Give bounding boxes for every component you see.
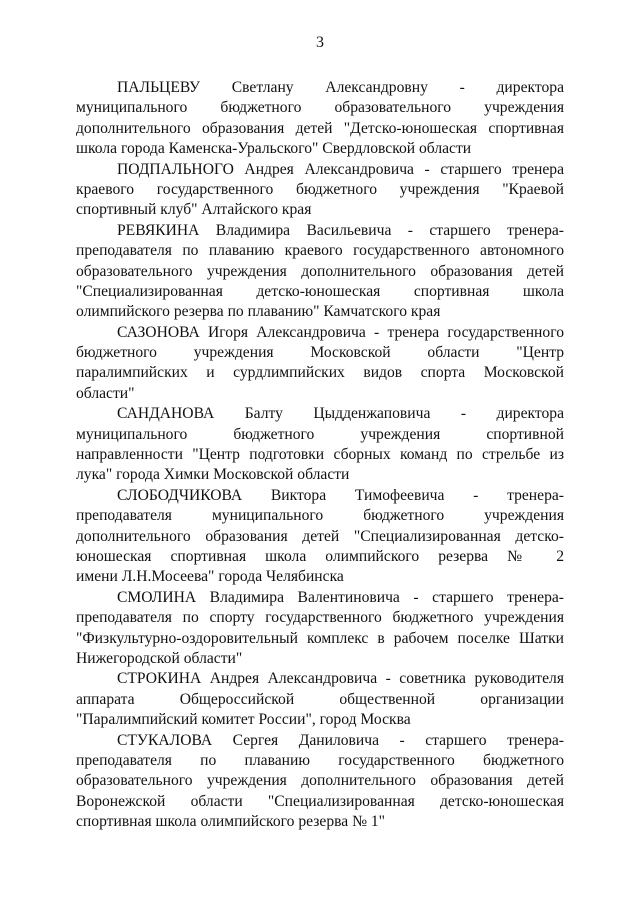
list-item: [76, 731, 564, 833]
list-item: [76, 588, 564, 670]
entry-text-line: дополнительного образования детей "Специализированная детско-: [76, 527, 564, 545]
entry-text-line: образовательного учреждения дополнительного образования детей: [76, 772, 564, 790]
list-item: [76, 78, 564, 160]
entry-text-line: бюджетного учреждения Московской области "Центр: [76, 344, 564, 362]
entry-text-line: юношеская спортивная школа олимпийского резерва № 2: [76, 547, 564, 565]
entry-text-line: направленности "Центр подготовки сборных команд по стрельбе из: [76, 446, 564, 464]
entry-text-line: спортивный клуб" Алтайского края: [76, 201, 312, 219]
entry-heading-line: СТРОКИНА Андрея Александровича - советника руководителя: [117, 670, 564, 688]
entry-text-line: паралимпийских и сурдлимпийских видов спорта Московской: [76, 364, 564, 382]
entry-text-line: дополнительного образования детей "Детско-юношеская спортивная: [76, 119, 564, 137]
entry-text-line: преподавателя по спорту государственного бюджетного учреждения: [76, 609, 564, 627]
entry-text-line: Нижегородской области": [76, 649, 243, 667]
entry-text-line: лука" города Химки Московской области: [76, 466, 350, 484]
list-item: [76, 160, 564, 221]
entry-heading-line: ПОДПАЛЬНОГО Андрея Александровича - старшего тренера: [117, 160, 564, 178]
entry-text-line: "Специализированная детско-юношеская спортивная школа: [76, 282, 564, 300]
list-item: [76, 486, 564, 588]
entry-text-line: спортивная школа олимпийского резерва № 1": [76, 813, 386, 831]
list-item: [76, 404, 564, 486]
entry-text-line: "Физкультурно-оздоровительный комплекс в рабочем поселке Шатки: [76, 629, 564, 647]
entry-text-line: школа города Каменска-Уральского" Свердловской области: [76, 140, 472, 158]
entry-heading-line: САНДАНОВА Балту Цыдденжаповича - директора: [117, 405, 564, 423]
entry-heading-line: ПАЛЬЦЕВУ Светлану Александровну - директора: [117, 79, 564, 96]
entry-text-line: образовательного учреждения дополнительного образования детей: [76, 262, 564, 280]
entry-text-line: муниципального бюджетного учреждения спортивной: [76, 425, 564, 443]
entry-text-line: олимпийского резерва по плаванию" Камчатского края: [76, 303, 441, 321]
entry-heading-line: СТУКАЛОВА Сергея Даниловича - старшего тренера-: [117, 731, 564, 749]
entry-text-line: области": [76, 384, 135, 402]
entry-heading-line: САЗОНОВА Игоря Александровича - тренера государственного: [117, 323, 564, 341]
entry-text-line: преподавателя муниципального бюджетного учреждения: [76, 507, 564, 525]
entry-text-line: муниципального бюджетного образовательного учреждения: [76, 99, 564, 117]
entry-heading-line: РЕВЯКИНА Владимира Васильевича - старшего тренера-: [117, 221, 564, 239]
entry-text-line: аппарата Общероссийской общественной организации: [76, 690, 564, 708]
entry-text-line: преподавателя по плаванию государственного бюджетного: [76, 751, 564, 769]
entry-text-line: имени Л.Н.Мосеева" города Челябинска: [76, 568, 344, 586]
entry-heading-line: СМОЛИНА Владимира Валентиновича - старшего тренера-: [117, 588, 564, 606]
entry-heading-line: СЛОБОДЧИКОВА Виктора Тимофеевича - тренера-: [117, 486, 564, 504]
list-item: [76, 221, 564, 323]
page-number: 3: [316, 34, 324, 51]
entry-text-line: Воронежской области "Специализированная детско-юношеская: [76, 792, 564, 810]
list-item: [76, 323, 564, 405]
entry-text-line: "Паралимпийский комитет России", город Москва: [76, 711, 411, 729]
entry-text-line: преподавателя по плаванию краевого государственного автономного: [76, 242, 564, 260]
award-list: [76, 78, 564, 832]
entry-text-line: краевого государственного бюджетного учреждения "Краевой: [76, 180, 564, 198]
list-item: [76, 669, 564, 730]
